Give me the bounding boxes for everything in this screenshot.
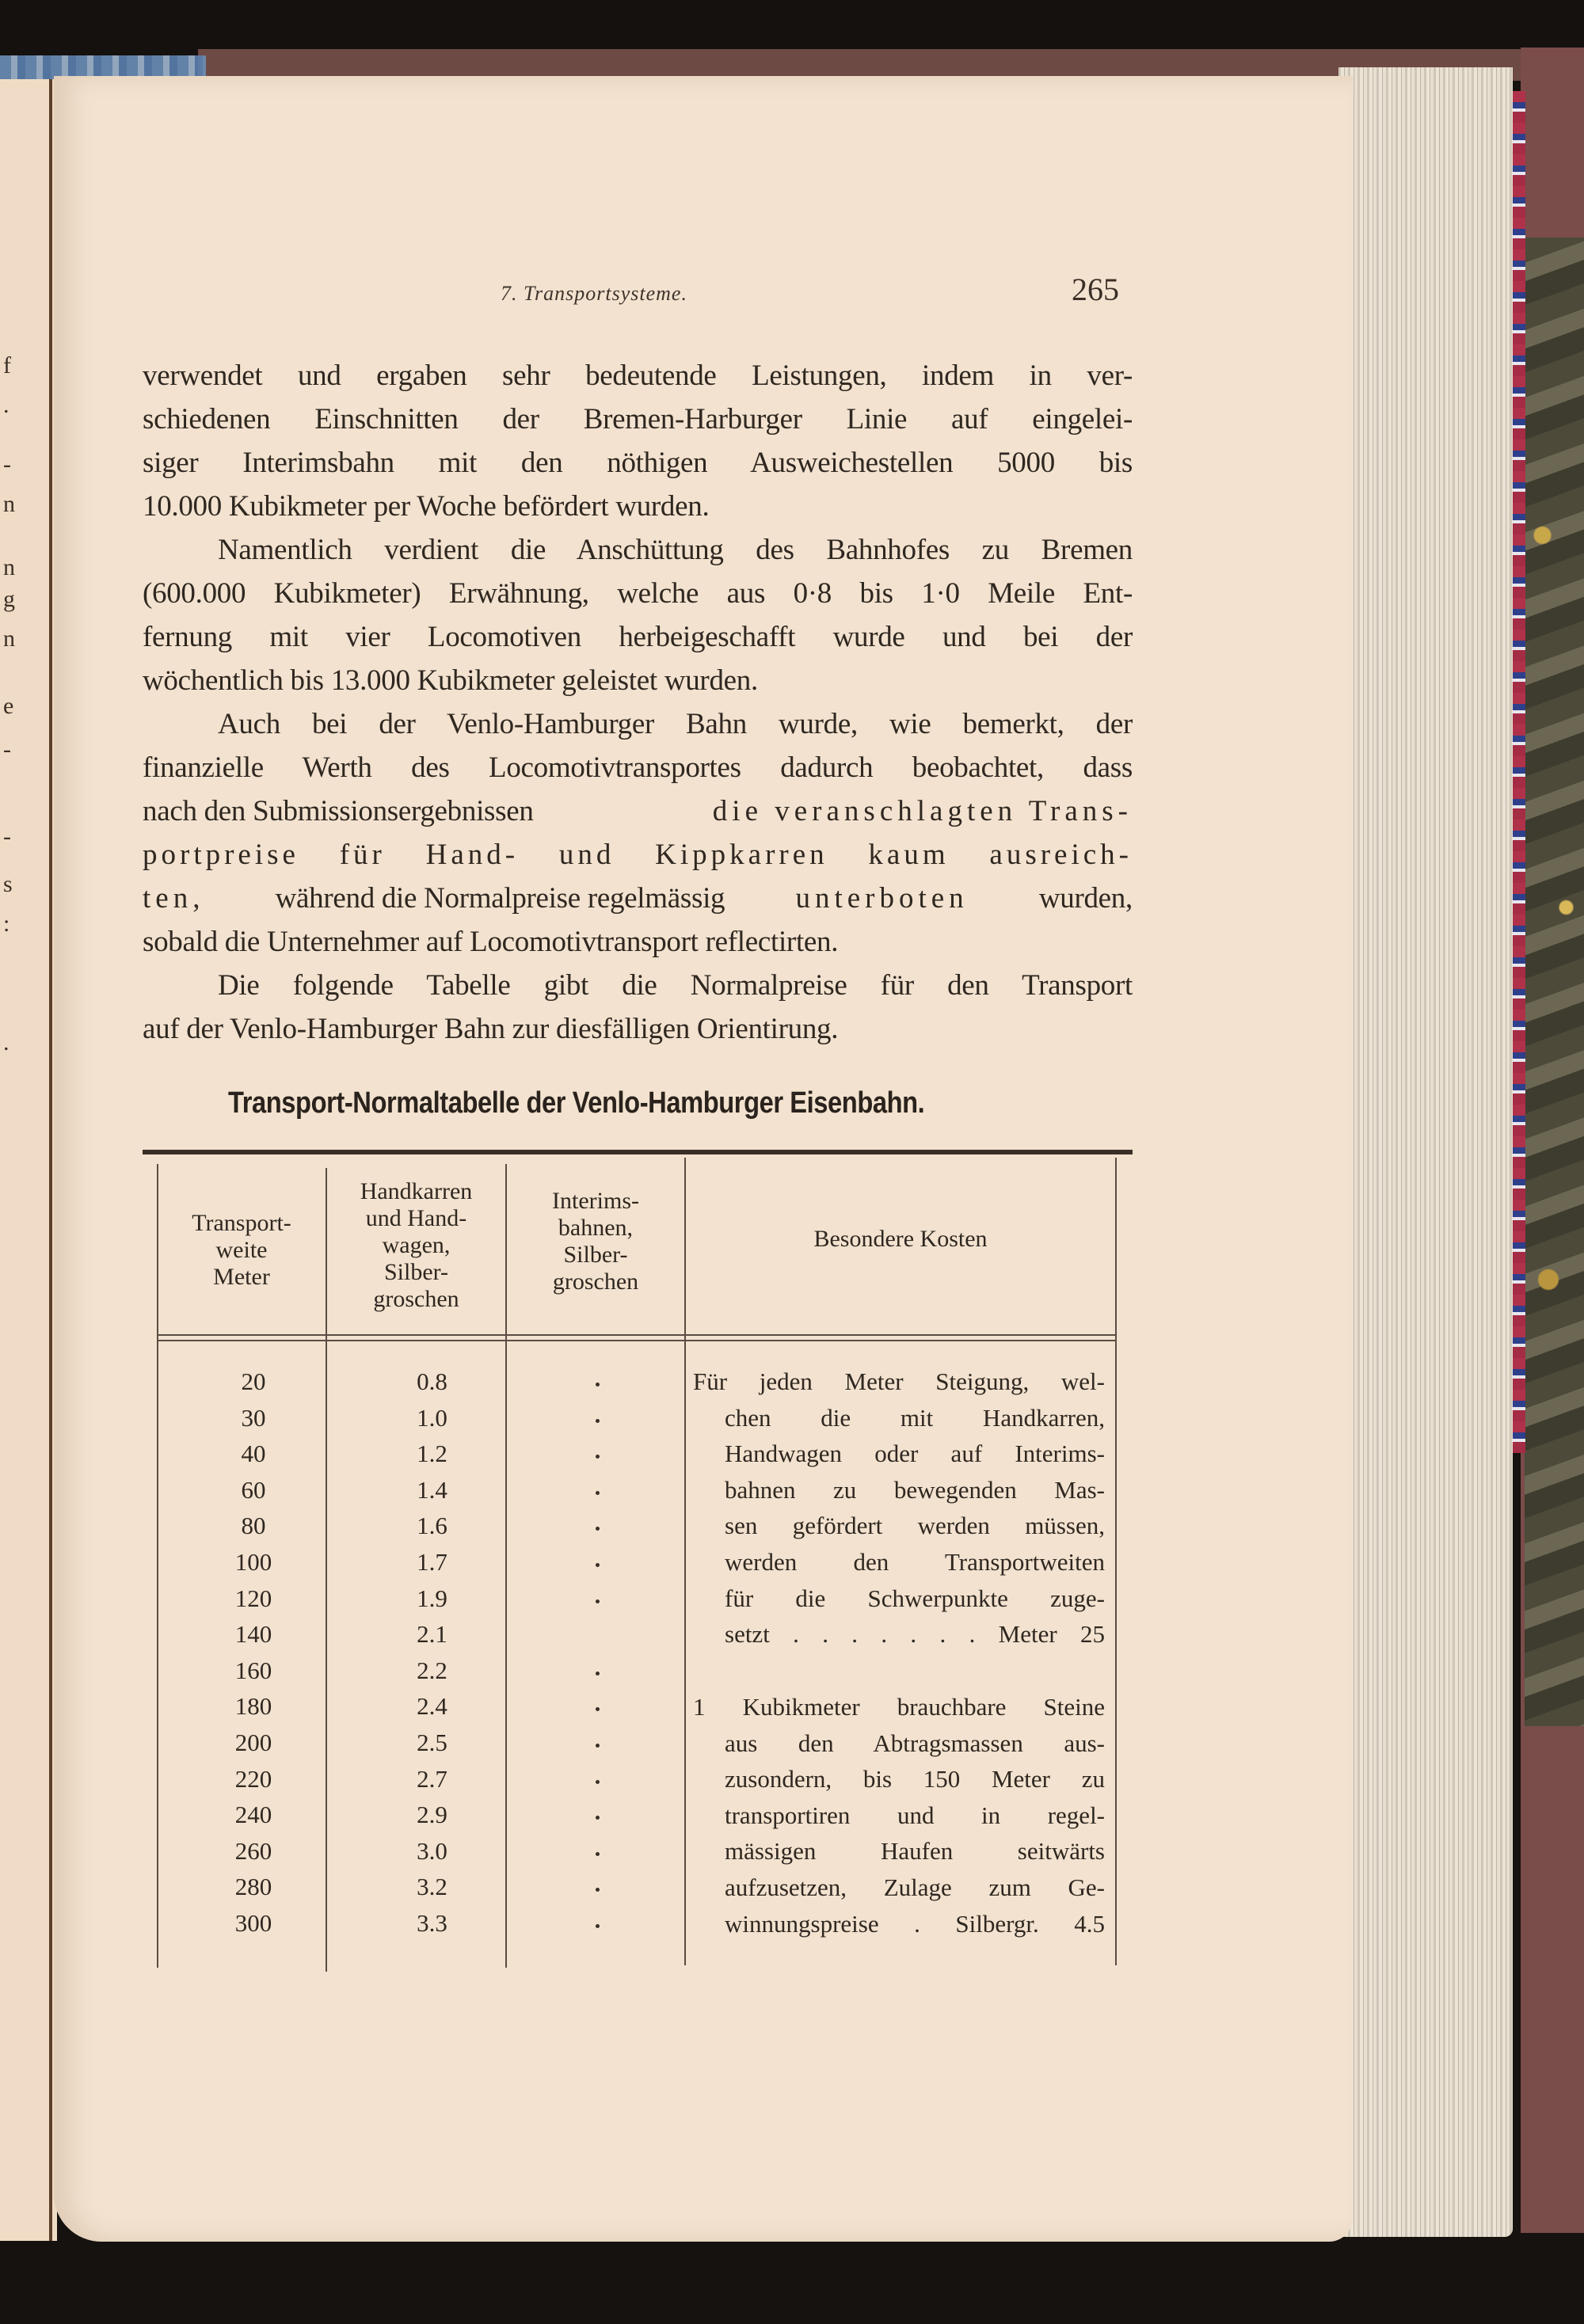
body-line [143,883,1133,915]
cell-meter: 140 [234,1620,272,1649]
body-line: siger Interimsbahn mit den nöthigen Ausweichestellen 5000 bis [143,447,1133,479]
header-double-rule [157,1334,1115,1336]
body-line: schiedenen Einschnitten der Bremen-Harburger Linie auf eingelei- [143,403,1133,436]
cell-handkarren: 2.4 [417,1692,447,1721]
left-edge-char: e [3,693,14,719]
header-line: Silber- [563,1242,628,1268]
left-edge-char: - [3,823,11,850]
cell-interimsbahnen-dot [596,1491,600,1495]
left-edge-char: n [3,554,15,580]
note-line: mässigen Haufen seitwärts [725,1837,1105,1866]
column-divider [684,1158,686,1965]
note-line: zusondern, bis 150 Meter zu [725,1765,1105,1793]
cell-handkarren: 1.9 [417,1584,447,1612]
cell-interimsbahnen-dot [596,1780,600,1784]
body-line: Die folgende Tabelle gibt die Normalpreise für den Transport [218,969,1133,1002]
note-line: chen die mit Handkarren, [725,1403,1105,1432]
cell-handkarren: 2.1 [417,1620,447,1649]
body-text: nach den Submissionsergebnissen [143,795,534,827]
note-line: winnungspreise . Silbergr. 4.5 [725,1909,1105,1938]
header-line: Handkarren [360,1178,473,1204]
note-steigung [693,1364,1105,1653]
left-edge-char: n [3,626,15,652]
left-edge-char: : [3,911,10,937]
header-interimsbahnen [507,1188,684,1295]
cell-meter: 160 [234,1656,272,1684]
left-edge-char: s [3,871,13,897]
cell-interimsbahnen-dot [596,1383,600,1386]
cell-meter: 280 [234,1873,272,1901]
cell-meter: 80 [241,1512,266,1540]
cell-handkarren: 2.5 [417,1729,447,1756]
header-line: Silber- [383,1259,449,1285]
note-line: sen gefördert werden müssen, [725,1512,1105,1540]
cell-meter: 300 [234,1909,272,1937]
cell-handkarren: 2.9 [417,1801,447,1829]
header-line: Interims- [552,1188,639,1214]
left-edge-char: n [3,491,15,517]
cell-handkarren: 1.6 [417,1512,447,1540]
cell-meter: 40 [241,1440,266,1468]
body-line: wöchentlich bis 13.000 Kubikmeter geleistet wurden. [143,664,758,697]
note-line: für die Schwerpunkte zuge- [725,1584,1105,1612]
cell-meter: 260 [234,1836,272,1865]
cell-meter: 200 [234,1729,272,1756]
left-edge-char: . [3,1029,10,1055]
table-title: Transport-Normaltabelle der Venlo-Hamburger Eisenbahn. [228,1086,925,1120]
page-stack-edge [1338,67,1513,2237]
note-line: Für jeden Meter Steigung, wel- [693,1367,1105,1395]
cell-meter: 120 [234,1584,272,1612]
cell-interimsbahnen-dot [596,1419,600,1423]
note-steine [693,1689,1105,1942]
cell-meter: 20 [241,1367,266,1395]
body-line [143,796,1133,827]
note-line: bahnen zu bewegenden Mas- [725,1475,1105,1504]
running-head: 7. Transportsysteme. [501,282,687,305]
cell-meter: 30 [241,1403,266,1432]
header-line: wagen, [382,1232,451,1258]
cell-meter: 180 [234,1692,272,1721]
left-edge-char: - [3,451,11,477]
marbled-page-edge [1511,91,1525,1453]
cell-handkarren: 3.2 [417,1873,447,1901]
cell-interimsbahnen-dot [596,1672,600,1675]
table-top-rule [143,1150,1133,1154]
header-line: Besondere Kosten [813,1226,988,1252]
body-line: finanzielle Werth des Locomotivtransportes dadurch beobachtet, dass [143,751,1133,784]
cell-handkarren: 0.8 [417,1367,447,1395]
left-edge-char: - [3,736,11,763]
header-double-rule [157,1340,1115,1341]
cell-interimsbahnen-dot [596,1744,600,1748]
header-besondere-kosten [686,1226,1115,1253]
body-line: fernung mit vier Locomotiven herbeigeschafft wurde und bei der [143,621,1133,653]
emphasized-text: ten, [143,882,205,915]
header-line: weite [215,1237,268,1263]
cell-meter: 240 [234,1801,272,1829]
body-line: Auch bei der Venlo-Hamburger Bahn wurde, wie bemerkt, der [218,708,1133,740]
body-line: sobald die Unternehmer auf Locomotivtransport reflectirten. [143,926,839,958]
page-number: 265 [1072,272,1119,307]
header-line: groschen [552,1269,639,1295]
left-edge-char: . [3,392,10,418]
header-line: groschen [373,1286,459,1312]
cell-handkarren: 1.7 [417,1548,447,1576]
cell-interimsbahnen-dot [596,1924,600,1928]
body-text: während die Normalpreise regelmässig [275,882,725,915]
book-gutter [49,79,52,2241]
cell-interimsbahnen-dot [596,1563,600,1567]
cell-interimsbahnen-dot [596,1599,600,1603]
note-line: 1 Kubikmeter brauchbare Steine [693,1693,1105,1721]
left-edge-char: f [3,352,11,378]
body-line: Namentlich verdient die Anschüttung des Bahnhofes zu Bremen [218,534,1133,566]
cell-handkarren: 1.2 [417,1440,447,1468]
note-line: Handwagen oder auf Interims- [725,1440,1105,1468]
header-line: bahnen, [558,1215,634,1241]
marbled-endpaper [1525,238,1584,1726]
emphasized-text: unterboten [795,882,969,915]
note-line: aufzusetzen, Zulage zum Ge- [725,1873,1105,1901]
cell-handkarren: 3.3 [417,1909,447,1937]
left-edge-char: g [3,586,15,612]
header-line: Transport- [192,1210,291,1236]
cell-meter: 220 [234,1764,272,1793]
table-border-right [1115,1158,1117,1965]
emphasized-text: die veranschlagten Trans- [712,795,1133,827]
body-line: auf der Venlo-Hamburger Bahn zur diesfälligen Orientirung. [143,1013,839,1045]
header-handkarren [327,1178,505,1313]
header-transportweite [158,1210,325,1291]
header-line: und Hand- [365,1205,467,1231]
body-line: 10.000 Kubikmeter per Woche befördert wurden. [143,490,710,523]
body-text: wurden, [1038,882,1133,915]
body-line: (600.000 Kubikmeter) Erwähnung, welche aus 0·8 bis 1·0 Meile Ent- [143,577,1133,610]
cell-meter: 60 [241,1475,266,1504]
body-line: verwendet und ergaben sehr bedeutende Leistungen, indem in ver- [143,359,1133,392]
cell-handkarren: 2.2 [417,1656,447,1684]
cell-handkarren: 2.7 [417,1764,447,1793]
note-line: werden den Transportweiten [725,1547,1105,1576]
header-line: Meter [213,1264,270,1290]
cell-interimsbahnen-dot [596,1852,600,1856]
cell-meter: 100 [234,1548,272,1576]
emphasized-line: portpreise für Hand- und Kippkarren kaum ausreich- [143,839,1133,871]
note-line: transportiren und in regel- [725,1801,1105,1829]
note-line: aus den Abtragsmassen aus- [725,1729,1105,1757]
cell-handkarren: 3.0 [417,1836,447,1865]
note-line: setzt . . . . . . . Meter 25 [725,1620,1105,1649]
cell-handkarren: 1.4 [417,1475,447,1504]
cell-handkarren: 1.0 [417,1403,447,1432]
